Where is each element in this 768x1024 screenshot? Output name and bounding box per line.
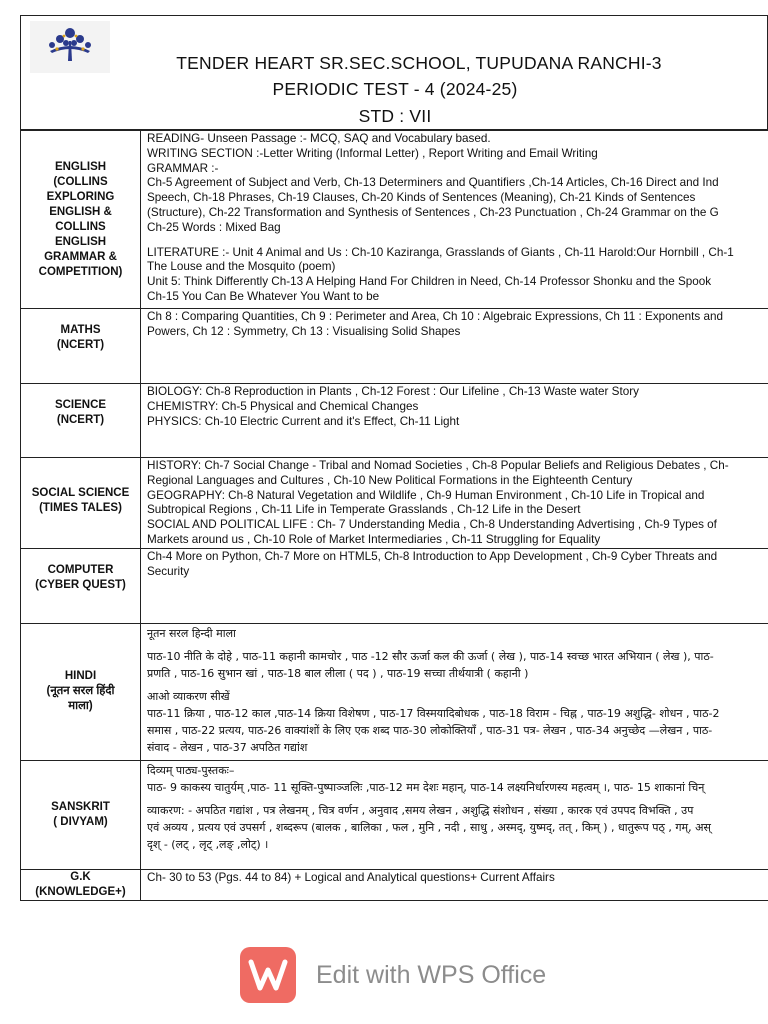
subject-line: COLLINS <box>55 220 106 233</box>
subject-cell <box>21 869 141 900</box>
syllabus-table <box>20 130 768 901</box>
content-line: Ch- 30 to 53 (Pgs. 44 to 84) + Logical and Analytical questions+ Current Affairs <box>147 870 555 884</box>
content-cell <box>141 458 768 549</box>
content-cell <box>141 548 768 623</box>
content-line: नूतन सरल हिन्दी माला <box>147 626 236 640</box>
subject-cell <box>21 131 141 309</box>
content-line: LITERATURE :- Unit 4 Animal and Us : Ch-10 Kaziranga, Grasslands of Giants , Ch-11 Harold:Our Hornbill , Ch-1 <box>147 245 734 259</box>
subject-line: SCIENCE <box>54 399 107 411</box>
subject-line: COMPUTER <box>47 563 114 576</box>
subject-line: माला) <box>68 700 93 713</box>
subject-line: (नूतन सरल हिंदी <box>46 685 115 698</box>
content-line: (Structure), Ch-22 Transformation and Synthesis of Sentences , Ch-23 Punctuation , Ch-24 Grammar on the G <box>147 205 719 219</box>
table-row-maths <box>21 309 768 384</box>
content-cell <box>141 760 768 869</box>
content-line: Unit 5: Think Differently Ch-13 A Helping Hand For Children in Need, Ch-14 Professor Shonku and the Spook <box>147 275 712 289</box>
content-line: समास , पाठ-22 प्रत्यय, पाठ-26 वाक्यांशों के लिए एक शब्द पाठ-30 लोकोक्तियाँ , पाठ-31 पत्र- लेखन , पाठ-34 अनुच्छेद —लेखन , पाठ- <box>147 723 713 737</box>
subject-line: G.K <box>70 870 91 883</box>
subject-line: (CYBER QUEST) <box>35 578 126 591</box>
content-line: दृश् - (लट् , लृट् ,लङ् ,लोट्) । <box>147 837 269 851</box>
subject-cell <box>21 548 141 623</box>
table-row-english <box>21 131 768 309</box>
content-line: HISTORY: Ch-7 Social Change - Tribal and Nomad Societies , Ch-8 Popular Beliefs and Religious Debates , Ch- <box>147 459 729 472</box>
content-line: पाठ-11 क्रिया , पाठ-12 काल ,पाठ-14 क्रिया विशेषण , पाठ-17 विस्मयादिबोधक , पाठ-18 विराम - चिह्न , पाठ-19 अशुद्धि- शोधन , पाठ-2 <box>147 706 720 720</box>
header-box <box>20 15 768 130</box>
content-cell <box>141 309 768 384</box>
content-cell <box>141 384 768 458</box>
subject-line: ( DIVYAM) <box>53 815 108 828</box>
subject-cell <box>21 623 141 760</box>
subject-line: SANSKRIT <box>51 800 110 813</box>
subject-cell <box>21 458 141 549</box>
wps-watermark-text: Edit with WPS Office <box>316 960 547 989</box>
subject-line: COMPETITION) <box>38 265 123 278</box>
content-line: Security <box>147 564 190 578</box>
table-row-social-science <box>21 458 768 549</box>
content-line: एवं अव्यय , प्रत्यय एवं उपसर्ग , शब्दरूप (बालक , बालिका , फल , मुनि , नदी , साधु , अस्मद्, युष्मद्, तत् , किम् ) , धातुरूप पठ् , गम्, अस् <box>147 820 711 834</box>
content-line: Ch-15 You Can Be Whatever You Want to be <box>147 289 380 303</box>
table-row-hindi <box>21 623 768 760</box>
content-line: Regional Languages and Cultures , Ch-10 New Political Formations in the Eighteenth Century <box>147 473 633 487</box>
content-line: Ch-5 Agreement of Subject and Verb, Ch-13 Determiners and Quantifiers ,Ch-14 Articles, Ch-16 Direct and Ind <box>147 176 719 190</box>
content-cell <box>141 869 768 900</box>
content-line: पाठ-10 नीति के दोहे , पाठ-11 कहानी कामचोर , पाठ -12 सौर ऊर्जा कल की ऊर्जा ( लेख ), पाठ-14 स्वच्छ भारत अभियान ( लेख ), पाठ- <box>147 649 714 663</box>
subject-cell <box>21 309 141 384</box>
content-line: GEOGRAPHY: Ch-8 Natural Vegetation and Wildlife , Ch-9 Human Environment , Ch-10 Life in Tropical and <box>147 488 705 502</box>
table-row-computer <box>21 548 768 623</box>
subject-line: (TIMES TALES) <box>39 502 122 514</box>
subject-line: ENGLISH & <box>49 205 112 218</box>
class-label: STD : VII <box>358 106 432 126</box>
subject-line: (NCERT) <box>56 339 105 351</box>
content-line: The Louse and the Mosquito (poem) <box>147 260 336 274</box>
content-line: PHYSICS: Ch-10 Electric Current and it's Effect, Ch-11 Light <box>147 414 460 428</box>
content-line: पाठ- 9 काकस्य चातुर्यम् ,पाठ- 11 सूक्ति-पुष्पाञ्जलिः ,पाठ-12 मम देशः महान्, पाठ-14 लक्ष्यनिर्धारणस्य महत्वम् ।, पाठ- 15 शाकानां चिन् <box>147 780 705 794</box>
subject-cell <box>21 384 141 458</box>
spacer <box>147 236 768 246</box>
content-line: Ch 8 : Comparing Quantities, Ch 9 : Perimeter and Area, Ch 10 : Algebraic Expressions, Ch 11 : Exponents and <box>147 310 724 323</box>
content-line: Ch-25 Words : Mixed Bag <box>147 220 281 234</box>
content-line: CHEMISTRY: Ch-5 Physical and Chemical Changes <box>147 399 419 413</box>
table-row-science <box>21 384 768 458</box>
content-line: Powers, Ch 12 : Symmetry, Ch 13 : Visualising Solid Shapes <box>147 324 461 338</box>
subject-line: ENGLISH <box>54 160 107 173</box>
table-row-sanskrit <box>21 760 768 869</box>
content-line: Ch-4 More on Python, Ch-7 More on HTML5, Ch-8 Introduction to App Development , Ch-9 Cyber Threats and <box>147 549 718 563</box>
content-line: WRITING SECTION :-Letter Writing (Informal Letter) , Report Writing and Email Writing <box>147 146 598 160</box>
content-line: Speech, Ch-18 Phrases, Ch-19 Clauses, Ch-20 Kinds of Sentences (Meaning), Ch-21 Kinds of Sentences <box>147 191 696 205</box>
content-line: Subtropical Regions , Ch-11 Life in Temperate Grasslands , Ch-12 Life in the Desert <box>147 503 581 517</box>
content-line: GRAMMAR :- <box>147 161 219 175</box>
subject-line: (COLLINS <box>53 175 108 188</box>
content-line: READING- Unseen Passage :- MCQ, SAQ and Vocabulary based. <box>147 132 491 145</box>
content-cell <box>141 131 768 309</box>
school-name: TENDER HEART SR.SEC.SCHOOL, TUPUDANA RANCHI-3 <box>176 53 662 73</box>
content-line: BIOLOGY: Ch-8 Reproduction in Plants , Ch-12 Forest : Our Lifeline , Ch-13 Waste water Story <box>147 385 639 398</box>
subject-line: MATHS <box>60 324 101 336</box>
test-title: PERIODIC TEST - 4 (2024-25) <box>272 79 518 99</box>
content-cell <box>141 623 768 760</box>
subject-line: (NCERT) <box>56 414 105 426</box>
table-row-gk <box>21 869 768 900</box>
subject-line: GRAMMAR & <box>44 250 117 263</box>
subject-line: ENGLISH <box>54 235 107 248</box>
content-line: Markets around us , Ch-10 Role of Market Intermediaries , Ch-11 Struggling for Equality <box>147 532 601 546</box>
content-line: संवाद - लेखन , पाठ-37 अपठित गद्यांश <box>147 740 308 754</box>
subject-line: (KNOWLEDGE+) <box>35 885 126 898</box>
content-line: दिव्यम् पाठ्य-पुस्तकः– <box>147 763 235 777</box>
subject-line: SOCIAL SCIENCE <box>31 487 130 499</box>
content-line: आओ व्याकरण सीखें <box>147 689 230 703</box>
content-line: व्याकरण: - अपठित गद्यांश , पत्र लेखनम् , चित्र वर्णन , अनुवाद ,समय लेखन , अशुद्धि संशोधन , संख्या , कारक एवं उपपद विभक्ति , उप <box>147 803 694 817</box>
subject-line: EXPLORING <box>46 190 115 203</box>
content-line: SOCIAL AND POLITICAL LIFE : Ch- 7 Understanding Media , Ch-8 Understanding Advertising , Ch-9 Types of <box>147 518 717 532</box>
content-line: प्रणति , पाठ-16 सुभान खां , पाठ-18 बाल लीला ( पद ) , पाठ-19 सच्चा तीर्थयात्री ( कहानी ) <box>147 666 529 680</box>
subject-cell <box>21 760 141 869</box>
syllabus-sheet <box>20 15 768 901</box>
subject-line: HINDI <box>64 670 97 683</box>
wps-watermark <box>240 947 546 1003</box>
wps-logo-icon <box>240 947 296 1003</box>
